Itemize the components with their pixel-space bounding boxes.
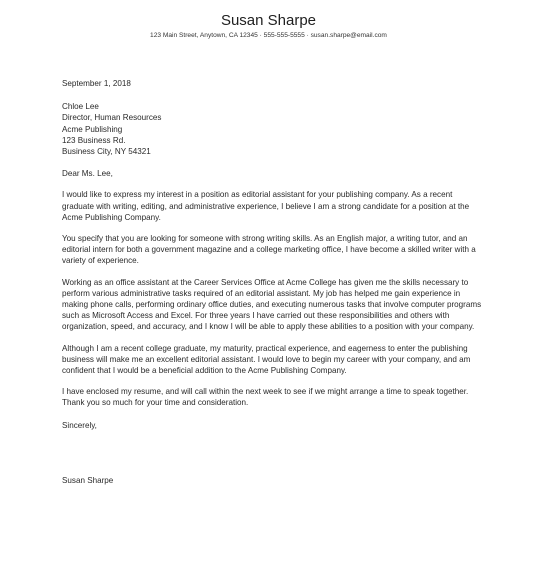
paragraph-intro: I would like to express my interest in a position as editorial assistant for your publishing company. As a recent graduate with writing, editing, and administrative experience, I believe I am a strong candidate for a position at the Acme Publishing Company. — [62, 190, 470, 222]
recipient-name: Chloe Lee — [62, 102, 99, 112]
signature-name: Susan Sharpe — [62, 475, 114, 485]
recipient-city: Business City, NY 54321 — [62, 147, 151, 157]
recipient-address — [62, 101, 482, 157]
closing: Sincerely, — [62, 420, 97, 430]
paragraph-motivation: Although I am a recent college graduate, my maturity, practical experience, and eagerness to enter the publishing business will make me an excellent editorial assistant. I would love to begin my career with your company, and am confident that I would be a beneficial addition to the Acme Publishing Company. — [62, 343, 471, 376]
salutation: Dear Ms. Lee, — [62, 169, 113, 179]
sender-name: Susan Sharpe — [220, 12, 317, 29]
paragraph-office-experience: Working as an office assistant at the Career Services Office at Acme College has given me the skills necessary to perform various administrative tasks required of an editorial assistant. My job has helped me gain experience in making phone calls, performing ordinary office duties, and executing numerous tasks that involve computer programs such as Microsoft Access and Excel. For three years I have carried out these responsibilities and others with organization, speed, and accuracy, and I know I will be able to apply these abilities to a position with your company. — [62, 277, 482, 332]
letter-date: September 1, 2018 — [62, 79, 131, 88]
recipient-company: Acme Publishing — [62, 124, 123, 134]
letter-body — [62, 78, 482, 486]
letterhead — [0, 12, 537, 41]
paragraph-writing-skills: You specify that you are looking for someone with strong writing skills. As an English major, a writing tutor, and an editorial intern for both a government magazine and a college marketing office, I have become a skilled writer with a variety of experience. — [62, 234, 476, 266]
paragraph-closing-remarks: I have enclosed my resume, and will call within the next week to see if we might arrange a time to speak together. Thank you so much for your time and consideration. — [62, 387, 469, 408]
recipient-street: 123 Business Rd. — [62, 135, 126, 145]
recipient-title: Director, Human Resources — [62, 113, 162, 123]
sender-contact-line: 123 Main Street, Anytown, CA 12345 · 555-555-5555 · susan.sharpe@email.com — [150, 32, 387, 39]
